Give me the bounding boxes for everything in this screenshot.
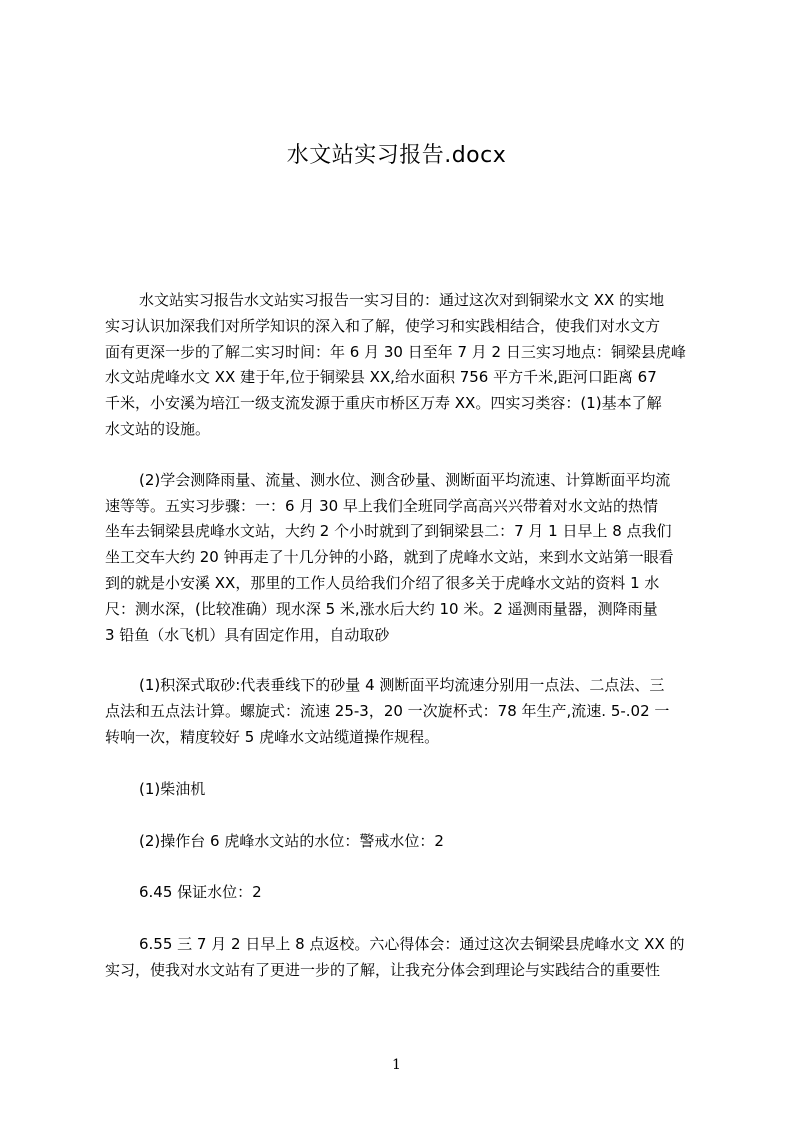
text-line: 实习认识加深我们对所学知识的深入和了解，使学习和实践相结合，使我们对水文方 [105, 316, 661, 335]
text-line: 水文站实习报告水文站实习报告一实习目的：通过这次对到铜梁水文 XX 的实地 [139, 291, 665, 309]
text-line: (1)柴油机 [139, 779, 206, 798]
paragraph-7 [105, 932, 697, 984]
paragraph-spacer [105, 443, 697, 468]
text-line: 水文站的设施。 [105, 419, 211, 438]
text-line: 水文站虎峰水文 XX 建于年,位于铜梁县 XX,给水面积 756 平方千米,距河口距离 67 [105, 368, 657, 387]
text-line: (2)操作台 6 虎峰水文站的水位：警戒水位：2 [139, 831, 444, 850]
text-line: 面有更深一步的了解二实习时间：年 6 月 30 日至年 7 月 2 日三实习地点：铜梁县虎峰 [105, 342, 686, 361]
text-line: 尺：测水深，(比较准确）现水深 5 米,涨水后大约 10 米。2 遥测雨量器，测降雨量 [105, 599, 658, 618]
text-line: 千米，小安溪为培江一级支流发源于重庆市桥区万寿 XX。四实习类容：(1)基本了解 [105, 394, 662, 413]
paragraph-spacer [105, 648, 697, 673]
paragraph-3 [105, 673, 697, 750]
text-line: (1)积深式取砂:代表垂线下的砂量 4 测断面平均流速分别用一点法、二点法、三 [139, 676, 665, 695]
paragraph-2 [105, 468, 697, 649]
text-line: 到的就是小安溪 XX，那里的工作人员给我们介绍了很多关于虎峰水文站的资料 1 水 [105, 573, 660, 592]
document-body [105, 288, 697, 984]
text-line: 实习，使我对水文站有了更进一步的了解，让我充分体会到理论与实践结合的重要性 [105, 960, 661, 979]
text-line: 点法和五点法计算。螺旋式：流速 25-3，20 一次旋杯式：78 年生产,流速. 5-.02 一 [105, 702, 670, 721]
text-line: (2)学会测降雨量、流量、测水位、测含砂量、测断面平均流速、计算断面平均流 [139, 470, 671, 489]
text-line: 速等等。五实习步骤：一：6 月 30 早上我们全班同学高高兴兴带着对水文站的热情 [105, 496, 658, 515]
text-line: 转响一次，精度较好 5 虎峰水文站缆道操作规程。 [105, 727, 440, 746]
paragraph-spacer [105, 803, 697, 829]
paragraph-spacer [105, 854, 697, 880]
document-title: 水文站实习报告.docx [286, 143, 507, 168]
paragraph-6 [105, 880, 697, 906]
paragraph-4 [105, 777, 697, 803]
paragraph-1 [105, 288, 697, 443]
text-line: 6.45 保证水位：2 [139, 883, 262, 902]
text-line: 坐工交车大约 20 钟再走了十几分钟的小路，就到了虎峰水文站，来到水文站第一眼看 [105, 548, 674, 567]
page-number: 1 [392, 1057, 401, 1073]
paragraph-spacer [105, 751, 697, 777]
text-line: 坐车去铜梁县虎峰水文站，大约 2 个小时就到了到铜梁县二：7 月 1 日早上 8 点我们 [105, 522, 672, 541]
paragraph-spacer [105, 906, 697, 932]
text-line: 6.55 三 7 月 2 日早上 8 点返校。六心得体会：通过这次去铜梁县虎峰水文 XX 的 [139, 935, 685, 954]
paragraph-5 [105, 829, 697, 855]
text-line: 3 铅鱼（水飞机）具有固定作用，自动取砂 [105, 625, 390, 644]
